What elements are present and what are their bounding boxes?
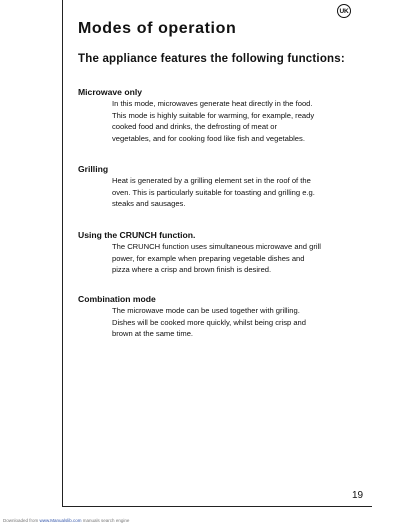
page-number: 19 — [352, 490, 364, 501]
section-heading: Grilling — [78, 164, 109, 174]
body-line: In this mode, microwaves generate heat directly in the food. — [112, 99, 313, 108]
credit-prefix: Downloaded from — [3, 518, 40, 523]
language-badge: UK — [337, 4, 351, 18]
body-line: vegetables, and for cooking food like fish and vegetables. — [112, 133, 305, 143]
body-line: steaks and sausages. — [112, 199, 186, 208]
section-grilling — [78, 164, 368, 210]
body-line: The CRUNCH function uses simultaneous microwave and grill — [112, 242, 321, 251]
section-heading: Microwave only — [78, 87, 142, 97]
section-combination-mode — [78, 294, 368, 340]
section-microwave-only — [78, 87, 368, 144]
section-body — [112, 98, 372, 144]
body-line: oven. This is particularly suitable for toasting and grilling e.g. — [112, 187, 315, 197]
section-body — [112, 305, 372, 340]
body-line: Dishes will be cooked more quickly, whilst being crisp and — [112, 317, 307, 327]
body-line: brown at the same time. — [112, 329, 194, 338]
section-heading: Using the CRUNCH function. — [78, 230, 196, 240]
section-body — [112, 241, 372, 276]
body-line: pizza where a crisp and brown finish is desired. — [112, 265, 272, 274]
credit-suffix: manuals search engine — [81, 518, 130, 523]
body-line: Heat is generated by a grilling element set in the roof of the — [112, 176, 311, 185]
credit-link[interactable]: www.Manualslib.com — [39, 518, 82, 523]
section-crunch — [78, 230, 368, 276]
section-body — [112, 175, 372, 210]
download-credit — [3, 518, 129, 523]
section-heading: Combination mode — [78, 294, 156, 304]
body-line: cooked food and drinks, the defrosting of meat or — [112, 122, 278, 131]
body-line: power, for example when preparing vegetable dishes and — [112, 253, 305, 263]
page-title: Modes of operation — [78, 20, 237, 37]
body-line: The microwave mode can be used together with grilling. — [112, 306, 300, 315]
page-subtitle: The appliance features the following functions: — [78, 53, 345, 65]
body-line: This mode is highly suitable for warming, for example, ready — [112, 110, 315, 120]
